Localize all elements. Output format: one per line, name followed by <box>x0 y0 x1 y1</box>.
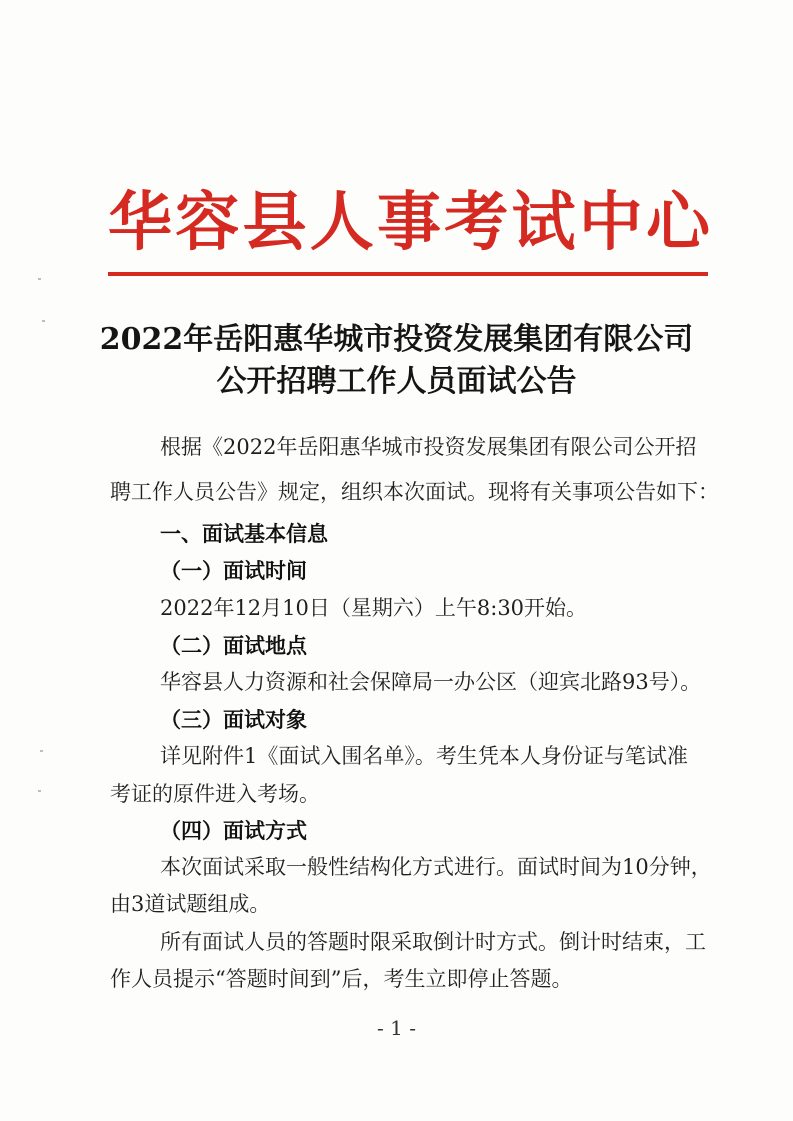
sub3-text-line2: 考证的原件进入考场。 <box>110 782 320 806</box>
scan-artifact <box>38 278 41 280</box>
masthead-char: 容 <box>175 185 240 260</box>
sub3-text-line1: 详见附件1《面试入围名单》。考生凭本人身份证与笔试准 <box>160 744 688 768</box>
scan-artifact <box>40 750 43 752</box>
masthead-char: 心 <box>646 185 710 260</box>
masthead-char: 中 <box>578 185 643 260</box>
sub4-text2-line1: 所有面试人员的答题时限采取倒计时方式。倒计时结束，工 <box>160 930 706 954</box>
masthead-char: 考 <box>444 185 509 260</box>
scan-artifact <box>38 790 41 792</box>
sub3-heading: （三）面试对象 <box>160 707 307 732</box>
sub4-text-line1: 本次面试采取一般性结构化方式进行。面试时间为10分钟， <box>160 855 712 879</box>
masthead-divider <box>108 272 708 276</box>
sub4-text2-line2: 作人员提示“答题时间到”后，考生立即停止答题。 <box>110 967 573 991</box>
masthead-char: 人 <box>309 185 374 260</box>
section1-heading: 一、面试基本信息 <box>160 521 328 546</box>
masthead-char: 县 <box>242 185 307 260</box>
sub2-heading: （二）面试地点 <box>160 633 307 658</box>
masthead-char: 试 <box>511 185 576 260</box>
sub1-text: 2022年12月10日（星期六）上午8:30开始。 <box>160 596 588 620</box>
masthead-title <box>108 185 710 260</box>
scan-artifact <box>42 320 45 322</box>
document-title-line1: 2022年岳阳惠华城市投资发展集团有限公司 <box>99 322 694 357</box>
masthead-char: 华 <box>108 185 172 260</box>
sub2-text: 华容县人力资源和社会保障局一办公区（迎宾北路93号）。 <box>160 670 702 694</box>
sub4-text-line2: 由3道试题组成。 <box>110 892 271 916</box>
masthead-char: 事 <box>377 185 441 260</box>
intro-line2: 聘工作人员公告》规定，组织本次面试。现将有关事项公告如下： <box>110 480 719 504</box>
page-number: - 1 - <box>377 1016 416 1040</box>
document-title-line2: 公开招聘工作人员面试公告 <box>216 364 577 399</box>
sub4-heading: （四）面试方式 <box>160 818 307 843</box>
intro-line1: 根据《2022年岳阳惠华城市投资发展集团有限公司公开招 <box>160 435 697 459</box>
sub1-heading: （一）面试时间 <box>160 558 307 583</box>
